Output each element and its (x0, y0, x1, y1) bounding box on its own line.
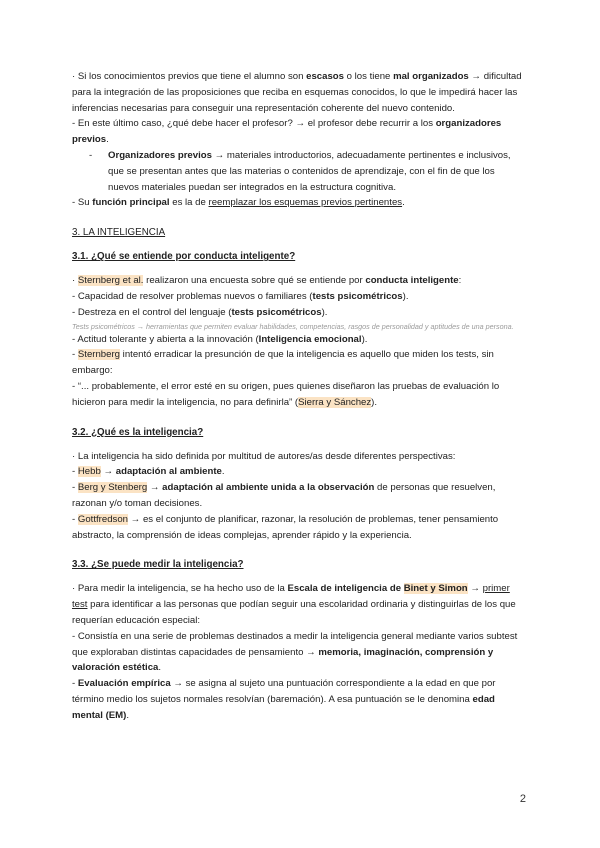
s31-line-5: - Sternberg intentó erradicar la presunción de que la inteligencia es aquello que miden los tests, sin embargo: (72, 349, 494, 377)
page-number: 2 (519, 793, 526, 805)
s33-line-1: · Para medir la inteligencia, se ha hecho uso de la Escala de inteligencia de Binet y Simon → primer test para identificar a las personas que podían seguir una escolaridad ordinaria y distinguirlas de los que requerían educación especial: (72, 583, 516, 626)
subsection-title-3-1: 3.1. ¿Qué se entiende por conducta inteligente? (72, 251, 296, 263)
s32-line-1: · La inteligencia ha sido definida por multitud de autores/as desde diferentes perspectivas: (72, 450, 456, 462)
s31-line-1: · Sternberg et al. realizaron una encuesta sobre qué se entiende por conducta inteligente: (72, 275, 462, 287)
s31-line-2: - Capacidad de resolver problemas nuevos o familiares (tests psicométricos). (72, 290, 409, 302)
subsection-title-3-2: 3.2. ¿Qué es la inteligencia? (72, 426, 204, 438)
s31-note: Tests psicométricos → herramientas que permiten evaluar habilidades, competencias, rasgos de personalidad y aptitudes de una persona. (72, 321, 514, 331)
s31-line-6: - “... probablemente, el error esté en su origen, pues quienes diseñaron las pruebas de evaluación lo hicieron para medir la inteligencia, no para definirla” (Sierra y Sánchez). (72, 380, 500, 408)
s31-line-4: - Actitud tolerante y abierta a la innovación (Inteligencia emocional). (72, 333, 368, 345)
document-body (72, 69, 526, 724)
intro-bullet-organizadores: - Organizadores previos → materiales introductorios, adecuadamente pertinentes e inclusivos, que se presentan antes que las materias o contenidos de aprendizaje, con el fin de que los nuevos materiales puedan ser integrados en la estructura cognitiva. (89, 149, 511, 193)
intro-paragraph-1: · Si los conocimientos previos que tiene el alumno son escasos o los tiene mal organizados → dificultad para la integración de las proposiciones que reciba en esquemas conocidos, lo que le impedirá hacer las inferencias necesarias para conseguir una representación coherente del nuevo contenido. (72, 71, 522, 114)
subsection-title-3-3: 3.3. ¿Se puede medir la inteligencia? (72, 559, 244, 571)
intro-paragraph-3: - Su función principal es la de reemplazar los esquemas previos pertinentes. (72, 197, 405, 209)
intro-paragraph-2: - En este último caso, ¿qué debe hacer el profesor? → el profesor debe recurrir a los organizadores previos. (72, 118, 502, 146)
s32-line-2: - Hebb → adaptación al ambiente. (72, 466, 225, 478)
s32-line-4: - Gottfredson → es el conjunto de planificar, razonar, la resolución de problemas, tener pensamiento abstracto, la comprensión de ideas complejas, aprender rápido y la experiencia. (72, 513, 499, 541)
s33-line-3: - Evaluación empírica → se asigna al sujeto una puntuación correspondiente a la edad en que por término medio los sujetos normales resolvían (baremación). A esa puntuación se le denomina edad mental (EM). (72, 678, 496, 721)
section-title: 3. LA INTELIGENCIA (72, 227, 166, 239)
s32-line-3: - Berg y Stenberg → adaptación al ambiente unida a la observación de personas que resuelven, razonan y/o toman decisiones. (72, 482, 496, 509)
s31-line-3: - Destreza en el control del lenguaje (tests psicométricos). (72, 306, 328, 318)
s33-line-2: - Consistía en una serie de problemas destinados a medir la inteligencia general mediante varios subtest que exploraban distintas capacidades de pensamiento → memoria, imaginación, comprensión y valoración estética. (72, 630, 518, 674)
